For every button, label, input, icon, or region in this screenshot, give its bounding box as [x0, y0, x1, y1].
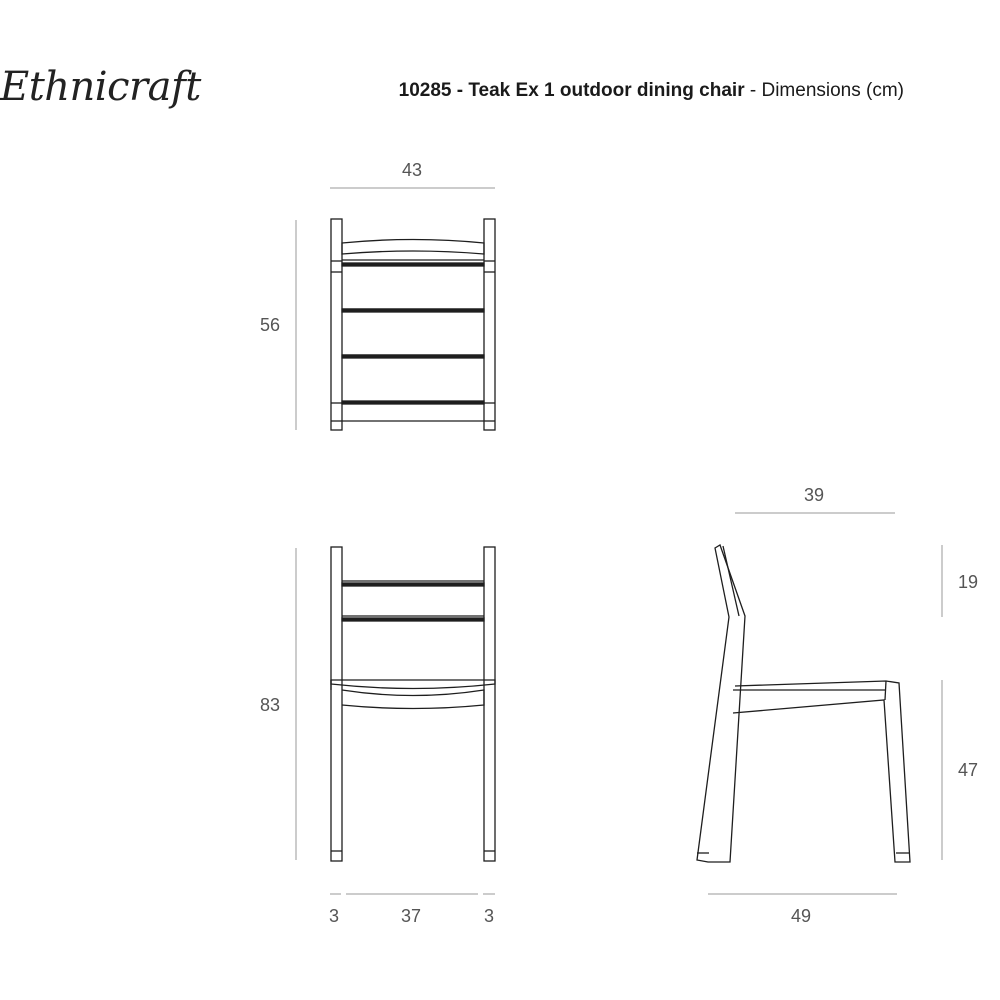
dim-top-width: 43	[402, 160, 423, 180]
dim-side-seat-height: 47	[958, 760, 979, 780]
dim-top-depth: 56	[260, 315, 281, 335]
dim-front-leg-right: 3	[484, 906, 495, 926]
dim-side-back-height: 19	[958, 572, 979, 592]
title-suffix: - Dimensions (cm)	[744, 80, 904, 101]
dim-side-depth-bottom: 49	[791, 906, 812, 926]
ethnicraft-logo: Ethnicraft	[0, 64, 201, 110]
dim-front-height: 83	[260, 695, 281, 715]
dim-front-inner: 37	[401, 906, 422, 926]
dim-front-leg-left: 3	[329, 906, 340, 926]
dimension-lines	[296, 188, 942, 894]
product-name: 10285 - Teak Ex 1 outdoor dining chair	[398, 80, 745, 101]
chair-top-view	[331, 219, 495, 430]
chair-front-view	[331, 547, 495, 861]
chair-side-view	[697, 545, 910, 862]
dim-side-depth-top: 39	[804, 485, 825, 505]
